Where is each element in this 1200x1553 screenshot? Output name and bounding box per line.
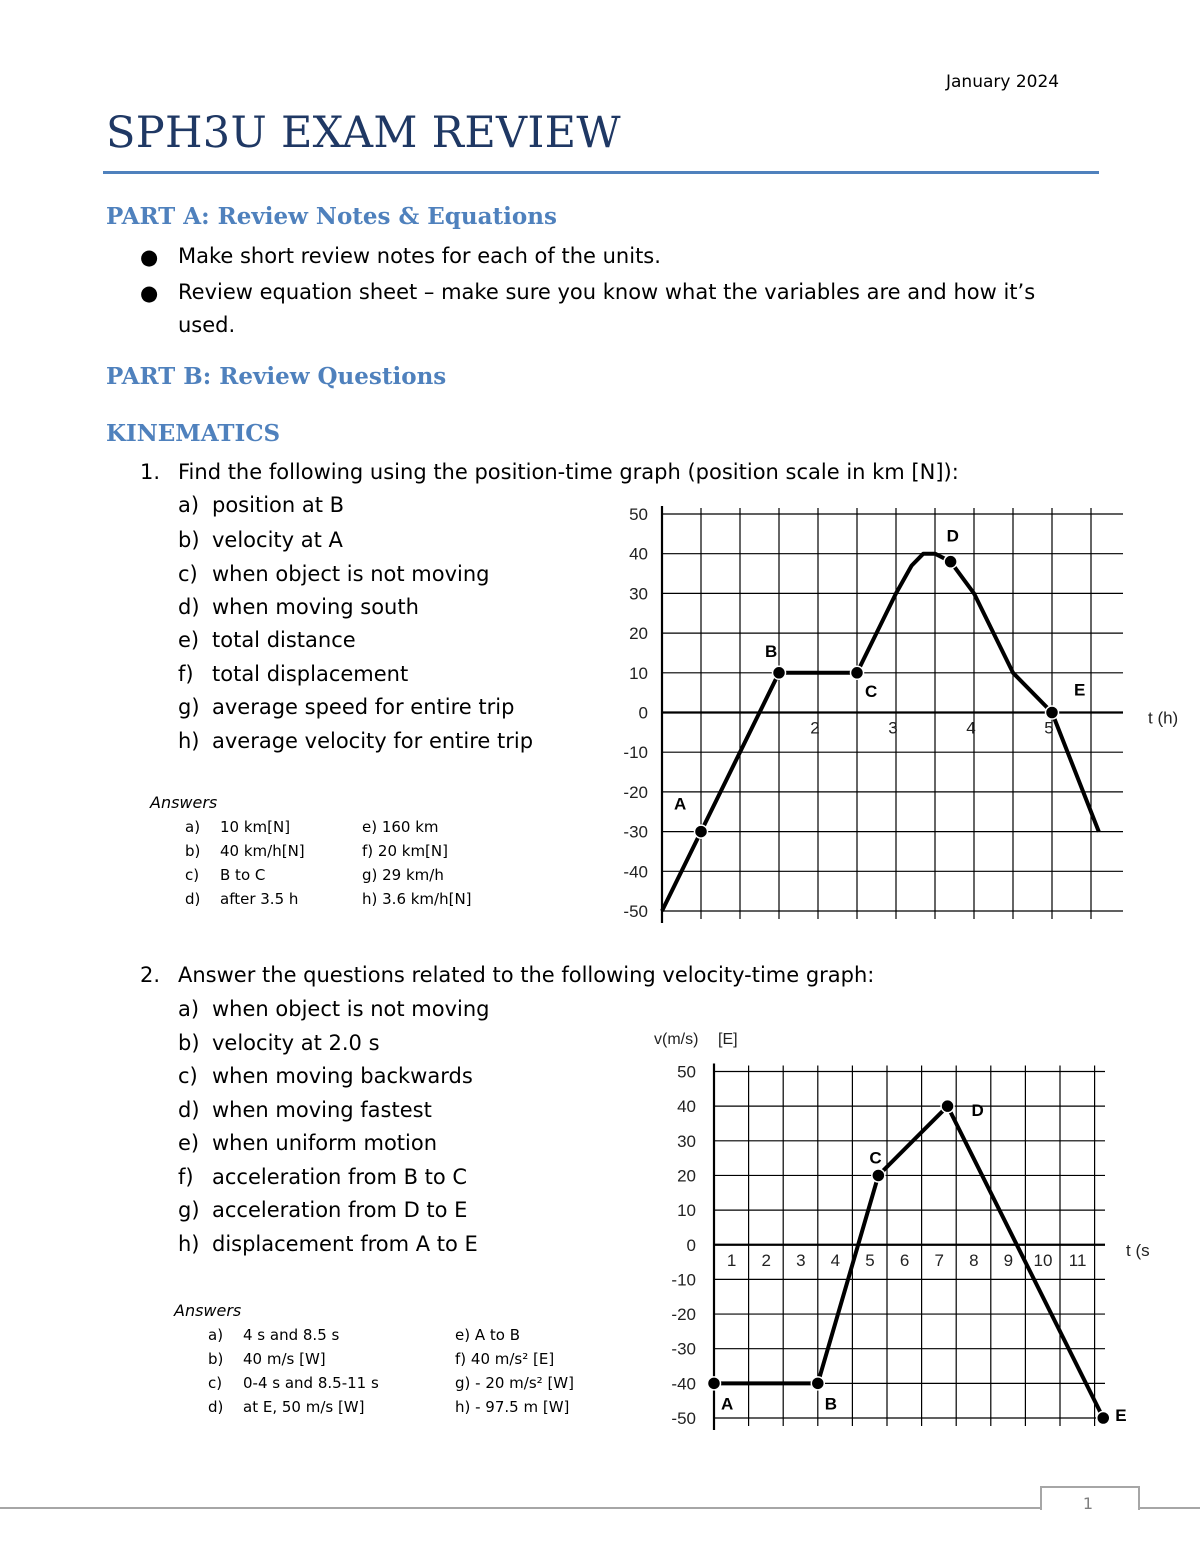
q2-answer-label: d) [208, 1398, 224, 1416]
data-line-position [662, 554, 1099, 911]
y-tick-label: 40 [629, 544, 648, 564]
y-axis-label: v(m/s) [654, 1031, 699, 1048]
y-tick-label: 10 [677, 1201, 696, 1221]
document-date: January 2024 [946, 72, 1060, 92]
q2-item-label: a) [178, 997, 200, 1021]
q1-item: when moving south [212, 595, 419, 619]
y-tick-label: -50 [623, 902, 648, 921]
q2-item: displacement from A to E [212, 1232, 478, 1256]
x-tick-label: 5 [1044, 718, 1054, 738]
point-label: B [765, 641, 778, 661]
y-tick-label: -40 [623, 862, 648, 882]
x-tick-label: 5 [865, 1250, 875, 1270]
q1-item-label: a) [178, 493, 200, 517]
q1-item-label: c) [178, 562, 198, 586]
velocity-time-graph [640, 1020, 1150, 1440]
q2-item: when moving fastest [212, 1098, 432, 1122]
q1-item: when object is not moving [212, 562, 490, 586]
q1-answer: f) 20 km[N] [362, 842, 448, 860]
q1-item: total distance [212, 628, 356, 652]
point-e [1097, 1412, 1110, 1425]
q1-answer: B to C [220, 866, 266, 884]
point-label: A [674, 794, 687, 814]
y-tick-label: 50 [629, 505, 648, 524]
q2-answer: 0-4 s and 8.5-11 s [243, 1374, 379, 1392]
q2-text: Answer the questions related to the following velocity-time graph: [178, 963, 875, 987]
q2-answer: 4 s and 8.5 s [243, 1326, 340, 1344]
q2-item: acceleration from B to C [212, 1165, 468, 1189]
y-tick-label: 30 [677, 1131, 696, 1151]
position-time-graph [600, 495, 1200, 930]
q1-text: Find the following using the position-time graph (position scale in km [N]): [178, 460, 959, 484]
q1-answers-label: Answers [150, 793, 218, 812]
q1-answer: 40 km/h[N] [220, 842, 305, 860]
y-tick-label: -20 [671, 1305, 696, 1325]
q2-answer: g) - 20 m/s² [W] [455, 1374, 574, 1392]
q1-answer: 10 km[N] [220, 818, 291, 836]
q1-item: total displacement [212, 662, 409, 686]
q2-answer: f) 40 m/s² [E] [455, 1350, 555, 1368]
q2-item: velocity at 2.0 s [212, 1031, 380, 1055]
q1-answer: g) 29 km/h [362, 866, 444, 884]
q2-answer: at E, 50 m/s [W] [243, 1398, 365, 1416]
document-title: SPH3U EXAM REVIEW [106, 108, 621, 158]
q2-number: 2. [140, 963, 161, 987]
point-label: D [946, 526, 959, 546]
q1-item-label: f) [178, 662, 194, 686]
y-tick-label: 50 [677, 1062, 696, 1082]
x-tick-label: 11 [1068, 1250, 1087, 1270]
x-axis-label: t (h) [1148, 708, 1179, 728]
y-tick-label: -20 [623, 782, 648, 802]
q1-answer-label: b) [185, 842, 201, 860]
title-underline [103, 171, 1099, 174]
x-axis-label: t (s [1126, 1240, 1150, 1260]
point-label: B [824, 1394, 838, 1414]
point-label: D [971, 1101, 984, 1121]
q1-answer: e) 160 km [362, 818, 439, 836]
point-label: A [721, 1394, 734, 1414]
point-label: C [869, 1148, 882, 1168]
page-number: 1 [1082, 1494, 1094, 1513]
point-label: C [865, 681, 878, 701]
q1-answer-label: d) [185, 890, 201, 908]
q2-answer: e) A to B [455, 1326, 520, 1344]
q1-item-label: b) [178, 528, 200, 552]
point-b [773, 666, 786, 679]
q1-answer: after 3.5 h [220, 890, 299, 908]
q1-number: 1. [140, 460, 161, 484]
x-tick-label: 6 [899, 1250, 910, 1270]
bullet-icon: ● [140, 281, 159, 305]
x-tick-label: 7 [934, 1250, 944, 1270]
y-tick-label: -10 [623, 743, 648, 763]
part-a-bullet-2: Review equation sheet – make sure you know what the variables are and how it’s used. [178, 280, 1036, 337]
y-tick-label: -30 [671, 1339, 696, 1359]
x-tick-label: 4 [966, 718, 976, 738]
q2-answer: h) - 97.5 m [W] [455, 1398, 570, 1416]
q2-item: when moving backwards [212, 1064, 473, 1088]
point-d [941, 1100, 954, 1113]
q1-item: velocity at A [212, 528, 343, 552]
part-a-bullet-1: Make short review notes for each of the units. [178, 244, 661, 268]
point-e [1046, 706, 1059, 719]
footer-rule [0, 1507, 1200, 1509]
q1-item: average velocity for entire trip [212, 729, 534, 753]
q1-item: average speed for entire trip [212, 695, 515, 719]
part-b-heading: PART B: Review Questions [106, 363, 447, 390]
q2-item-label: g) [178, 1198, 200, 1222]
y-tick-label: -30 [623, 822, 648, 842]
q2-item: when uniform motion [212, 1131, 438, 1155]
y-tick-label: -50 [671, 1409, 696, 1428]
q1-item-label: h) [178, 729, 200, 753]
q1-item: position at B [212, 493, 345, 517]
x-tick-label: 3 [888, 718, 898, 738]
q1-item-label: d) [178, 595, 200, 619]
y-tick-label: -10 [671, 1270, 696, 1290]
y-tick-label: 30 [629, 584, 648, 604]
point-label: E [1115, 1406, 1127, 1425]
point-b [811, 1377, 824, 1390]
x-tick-label: 1 [726, 1250, 737, 1270]
x-tick-label: 2 [761, 1250, 771, 1270]
y-tick-label: -40 [671, 1374, 696, 1394]
q1-answer-label: a) [185, 818, 201, 836]
x-tick-label: 4 [830, 1250, 841, 1270]
point-c [851, 666, 864, 679]
y-tick-label: 0 [686, 1235, 696, 1255]
y-tick-label: 20 [677, 1166, 696, 1186]
q2-answer-label: a) [208, 1326, 224, 1344]
q2-item-label: f) [178, 1165, 194, 1189]
q2-item-label: d) [178, 1098, 200, 1122]
q2-answer: 40 m/s [W] [243, 1350, 326, 1368]
kinematics-heading: KINEMATICS [106, 420, 281, 447]
q2-answers-label: Answers [174, 1301, 242, 1320]
q2-item: when object is not moving [212, 997, 490, 1021]
bullet-icon: ● [140, 245, 159, 269]
q2-item-label: c) [178, 1064, 198, 1088]
point-a [695, 825, 708, 838]
y-axis-direction: [E] [718, 1031, 738, 1048]
part-a-heading: PART A: Review Notes & Equations [106, 203, 557, 230]
point-label: E [1074, 680, 1086, 700]
q1-answer: h) 3.6 km/h[N] [362, 890, 472, 908]
x-tick-label: 9 [1003, 1250, 1014, 1270]
q2-item: acceleration from D to E [212, 1198, 468, 1222]
y-tick-label: 20 [629, 624, 648, 644]
y-tick-label: 0 [638, 703, 648, 723]
point-a [708, 1377, 721, 1390]
q2-answer-label: b) [208, 1350, 224, 1368]
point-c [872, 1169, 885, 1182]
x-tick-label: 8 [969, 1250, 979, 1270]
x-tick-label: 10 [1033, 1250, 1053, 1270]
x-tick-label: 3 [796, 1250, 806, 1270]
point-d [944, 555, 957, 568]
q2-item-label: b) [178, 1031, 200, 1055]
y-tick-label: 10 [629, 663, 648, 683]
q2-item-label: h) [178, 1232, 200, 1256]
q2-item-label: e) [178, 1131, 200, 1155]
q2-answer-label: c) [208, 1374, 223, 1392]
q1-item-label: e) [178, 628, 200, 652]
q1-item-label: g) [178, 695, 200, 719]
q1-answer-label: c) [185, 866, 200, 884]
x-tick-label: 2 [810, 718, 820, 738]
y-tick-label: 40 [677, 1097, 696, 1117]
